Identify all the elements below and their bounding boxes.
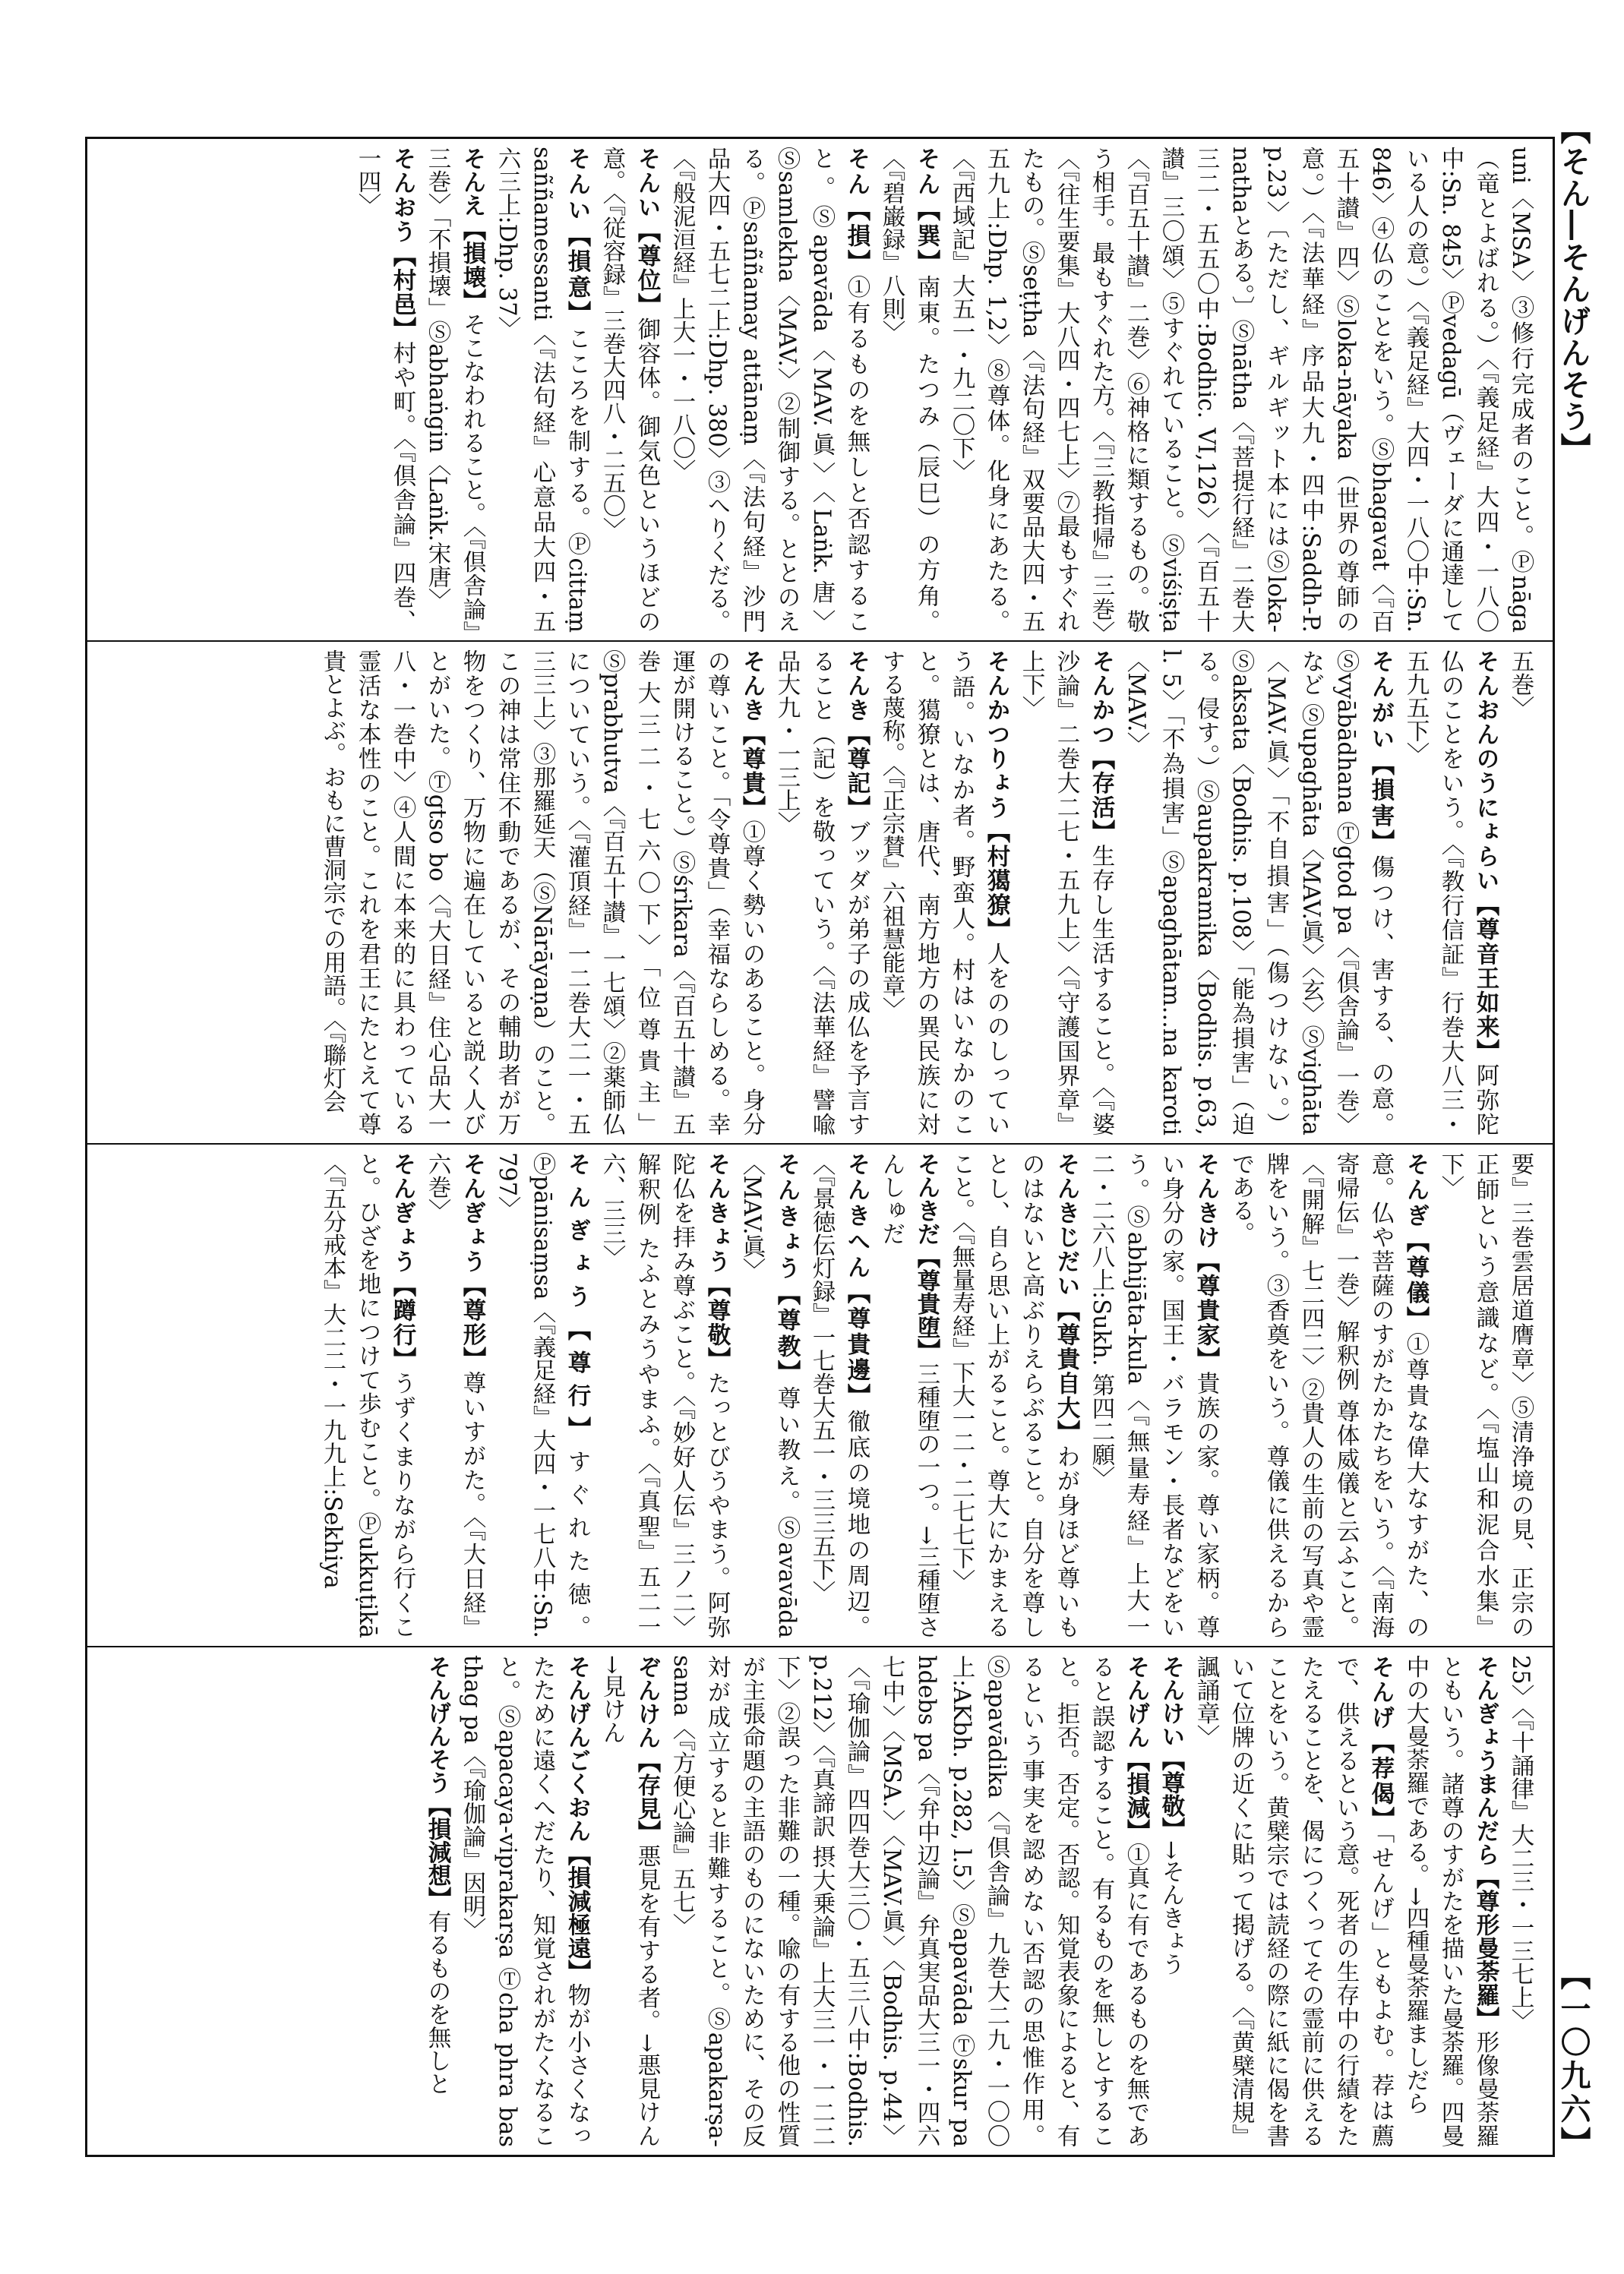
- entry-definition: ①真に有であるものを無であると誤認すること。有るものを無しとすること。拒否。否定。否認。知覚表象によると、有るという事実を認めない否認の思惟作用。Ⓢapavādika〈『倶舎論』九巻大二九・一〇〇上:AKbh. p.282, l.5〉Ⓢapavāda Ⓣskur pa hdebs pa〈『弁中辺論』弁真実品大三一・四六七中〉〈MSA.〉〈MAV.眞〉〈Bodhis. p.44〉〈『瑜伽論』四四巻大三〇・五三八中:Bodhis. p.212〉〈『真諦訳 摂大乗論』上大三一・一二二下〉②誤った非難の一種。喩の有する他の性質が主張命題の主語のものにないために、その反対が成立すると非難すること。Ⓢapakarṣa-sama〈『方便心論』五七〉: [668, 1655, 1149, 2147]
- dictionary-entry: [494, 147, 590, 633]
- dictionary-entry: [948, 1152, 1079, 1638]
- entry-definition: たっとびうやまう。阿弥陀仏を拝み尊ぶこと。〈『妙好人伝』三ノ二〉解釈例 たふとみうやまふ。〈『真聖』五二一六、三三〉: [599, 1152, 730, 1638]
- entry-headword: そんきじだい【尊貴自大】: [1053, 1152, 1079, 1445]
- dictionary-entry: [668, 147, 870, 633]
- entry-definition: 三種堕の一つ。→三種堕さんしゅだ: [878, 1152, 940, 1638]
- entry-definition: 悪見を有する者。→悪見けん→見けん: [599, 1655, 660, 2147]
- entry-headword: そんい【尊位】: [633, 147, 660, 317]
- entry-definition: →そんきょう: [1158, 1840, 1184, 1976]
- dictionary-entry: [773, 649, 870, 1135]
- dictionary-entry: [494, 1152, 590, 1638]
- entry-definition: ブッダが弟子の成仏を予言すること（記）を敬っていう。〈『法華経』譬喩品大九・一三上〉: [773, 649, 870, 1135]
- dictionary-entry: [1437, 1152, 1534, 1638]
- dictionary-entry: [1193, 1655, 1394, 2147]
- dictionary-entry: [878, 1152, 940, 1638]
- dictionary-entry: [878, 649, 1009, 1135]
- entry-headword: そんおんのうにょらい【尊音王如来】: [1472, 649, 1499, 1064]
- entry-headword: そんきけ【尊貴家】: [1193, 1152, 1219, 1372]
- entry-definition: 貴族の家。尊い家柄。尊い身分の家。国王・バラモン・長者などをいう。Ⓢabhijāta-kula〈『無量寿経』上大一二・二六八上:Sukh. 第四二願〉: [1088, 1152, 1219, 1638]
- entry-definition: わが身ほど尊いものはないと高ぶりえらぶること。自分を尊しとし、自ら思い上がること。尊大にかまえること。〈『無量寿経』下大一二・二七七下〉: [948, 1152, 1079, 1638]
- entry-headword: ぞんけん【存見】: [633, 1655, 660, 1844]
- dictionary-entry: [1018, 649, 1114, 1135]
- dictionary-entry: [599, 1152, 730, 1638]
- entry-definition: 南東。たつみ（辰巳）の方角。〈『碧巌録』八則〉: [878, 147, 940, 633]
- dictionary-entry: [948, 147, 1534, 633]
- dictionary-entry: [1158, 1655, 1184, 1976]
- entry-definition: 生存し生活すること。〈『婆沙論』二巻大二七・五九上〉〈『守護国界章』上下〉: [1018, 649, 1114, 1135]
- entry-headword: そん【巽】: [913, 147, 940, 276]
- dictionary-entry: [1123, 649, 1394, 1135]
- entry-definition: そこなわれること。〈『倶舎論』三巻〉「不損壊」Ⓢabhaṅgin〈Laṅk.宋唐〉: [424, 147, 485, 633]
- entry-headword: そんき【尊貴】: [738, 649, 765, 820]
- entry-definition: 要』三巻雲居道膺章〉⑤清浄境の見、正宗の正師という意識など。〈『塩山和泥合水集』下〉: [1437, 1152, 1534, 1638]
- entry-headword: そんげ【荐偈】: [1367, 1655, 1394, 1833]
- dictionary-entry: [1402, 1655, 1499, 2147]
- entry-definition: 徹底の境地の周辺。〈『景徳伝灯録』一七巻大五一・三三五下〉: [808, 1152, 870, 1638]
- entry-headword: そんぎょう【尊形】: [459, 1152, 485, 1371]
- page-number: 【一〇九六】: [1556, 1960, 1591, 2160]
- running-head: 【そん―そんげんそう】: [1556, 114, 1591, 465]
- entry-definition: 傷つけ、害する、の意。Ⓢvyābādhana Ⓣgtod pa〈『倶舎論』一巻〉など Ⓢupaghāta〈MAV.眞〉〈玄〉Ⓢvighāta〈MAV.眞〉「不自損害」（傷つけない。）Ⓢaksata〈Bodhis. p.108〉「能為損害」（迫る。侵す。）Ⓢaupakramika〈Bodhis. p.63, l. 5〉「不為損害」Ⓢapaghātam...na karoti〈MAV.〉: [1123, 649, 1394, 1135]
- entry-headword: そんかつりょう【村獦獠】: [983, 649, 1009, 942]
- entry-definition: 形像曼荼羅ともいう。諸尊のすがたを描いた曼荼羅。四曼中の大曼荼羅である。→四種曼荼羅ましだら: [1402, 1655, 1499, 2147]
- entry-definition: ①有るものを無しと否認すること。Ⓢapavāda〈MAV.眞〉〈Laṅk.唐〉Ⓢsamlekha〈MAV.〉②制御する。ととのえる。Ⓟsaññamay attānaṃ〈『法句経』沙門品大四・五七二上:Dhp. 380〉③へりくだる。〈『般泥洹経』上大一・一八〇〉: [668, 147, 870, 633]
- dictionary-entry: [319, 649, 765, 1135]
- entry-headword: そんえ【損壊】: [459, 147, 485, 313]
- dictionary-entry: [599, 1655, 660, 2147]
- entry-definition: 人をののしっていう語。いなか者。野蛮人。村はいなかのこと。獦獠とは、唐代、南方地方の異民族に対する蔑称。〈『正宗賛』六祖慧能章〉: [878, 649, 1009, 1135]
- entry-headword: そんきへん【尊貴邊】: [843, 1152, 870, 1410]
- entry-headword: そんけい【尊敬】: [1158, 1655, 1184, 1840]
- dictionary-entry: [738, 1152, 800, 1638]
- tier-column: [103, 1655, 1537, 2147]
- entry-headword: そんげんごくおん【損減極遠】: [564, 1655, 590, 1984]
- dictionary-entry: [319, 1152, 415, 1638]
- dictionary-entry: [1507, 1655, 1534, 2032]
- entry-definition: すぐれた徳。Ⓟpānisaṃsa〈『義足経』大四・一七八中:Sn. 797〉: [494, 1152, 590, 1638]
- dictionary-entry: [1088, 1152, 1219, 1638]
- entry-headword: そんぎょう【蹲行】: [389, 1152, 415, 1372]
- entry-definition: こころを制する。Ⓟcittaṃ saññamessanti〈『法句経』心意品大四・五六三上:Dhp. 37〉: [494, 147, 590, 633]
- entry-headword: そんぎょう【尊行】: [564, 1152, 590, 1450]
- tier-column: [103, 649, 1537, 1135]
- dictionary-entry: [424, 1655, 450, 2096]
- entry-definition: 御容体。御気色というほどの意。〈『従容録』三巻大四八・二五〇〉: [599, 147, 660, 633]
- entry-headword: そんき【尊記】: [843, 649, 870, 820]
- entry-headword: そんおう【村邑】: [389, 147, 415, 341]
- dictionary-entry: [424, 147, 485, 633]
- entry-headword: そんきだ【尊貴堕】: [913, 1152, 940, 1363]
- dictionary-entry: [808, 1152, 870, 1638]
- entry-definition: 有るものを無しと: [424, 1909, 450, 2096]
- dictionary-entry: [1507, 649, 1534, 719]
- entry-definition: uni〈MSA〉③修行完成者のこと。Ⓟnāga（竜とよばれる。）〈『義足経』大四・一八〇中:Sn. 845〉Ⓟvedagū（ヴェーダに通達している人の意。）〈『義足経』大四・一八〇中:Sn. 846〉④仏のことをいう。Ⓢbhagavat〈『百五十讃』四〉Ⓢloka-nāyaka（世界の尊師の意。）〈『法華経』序品大九・四中:Saddh-P. p.23〉〔ただし、ギルギット本にはⓈloka-nathaとある。〕Ⓢnātha〈『菩提行経』二巻大三二・五五〇中:Bodhic. VI,126〉〈『百五十讃』三〇頌〉⑤すぐれていること。Ⓢviśiṣṭa〈『百五十讃』二巻〉⑥神格に類するもの。敬う相手。最もすぐれた方。〈『三教指帰』三巻〉〈『往生要集』大八四・四七上〉⑦最もすぐれたもの。Ⓢseṭṭha〈『法句経』双要品大四・五五九上:Dhp. 1,2〉⑧尊体。化身にあたる。〈『西域記』大五一・九二〇下〉: [948, 147, 1534, 633]
- entry-definition: 阿弥陀仏のことをいう。〈『教行信証』行巻大八三・五九五下〉: [1402, 649, 1499, 1135]
- dictionary-entry: [459, 1655, 590, 2147]
- tier-4: [87, 1647, 1553, 2155]
- entry-definition: 尊い教え。Ⓢavavāda〈MAV.眞〉: [738, 1152, 800, 1638]
- dictionary-entry: [1227, 1152, 1429, 1638]
- entry-headword: そんきょう【尊敬】: [703, 1152, 730, 1372]
- entry-definition: 「せんげ」ともよむ。荐は薦で、供えるという意。死者の生存中の行績をたたえることを、偈につくってその霊前に供えることをいう。黄檗宗では読経の際に紙に偈を書いて位牌の近くに貼って掲げる。〈『黄檗清規』諷誦章〉: [1193, 1655, 1394, 2147]
- tier-column: [103, 147, 1537, 633]
- entry-definition: 五巻〉: [1507, 649, 1534, 719]
- dictionary-entry: [668, 1655, 1149, 2147]
- entry-headword: そんきょう【尊教】: [773, 1152, 800, 1386]
- dictionary-entry: [354, 147, 415, 633]
- entry-headword: そんい【損意】: [564, 147, 590, 327]
- entry-definition: 物が小さくなったために遠くへだたり、知覚されがたくなること。Ⓢapacaya-viprakarṣa Ⓣcha phra bas thag pa〈『瑜伽論』因明〉: [459, 1655, 590, 2147]
- entry-headword: そんがい【損害】: [1367, 649, 1394, 855]
- entry-definition: ①尊貴な偉大なすがた、の意。仏や菩薩のすがたかたちをいう。〈『南海寄帰伝』一巻〉解釈例 尊体威儀と云ふこと。〈『開解』七二四二〉②貴人の生前の写真や霊牌をいう。③香奠をいう。尊儀に供えるからである。: [1227, 1152, 1429, 1638]
- dictionary-entry: [1402, 649, 1499, 1135]
- entry-headword: そんぎ【尊儀】: [1402, 1152, 1429, 1333]
- dictionary-frame: [85, 137, 1555, 2157]
- entry-definition: 村や町。〈『倶舎論』四巻、一四〉: [354, 147, 415, 633]
- entry-headword: そん【損】: [843, 147, 870, 276]
- entry-headword: そんかつ【存活】: [1088, 649, 1114, 844]
- tier-2: [87, 642, 1553, 1145]
- tier-3: [87, 1145, 1553, 1647]
- entry-definition: うずくまりながら行くこと。ひざを地につけて歩むこと。Ⓟukkuṭikā〈『五分戒本』大二二・一九九上:Sekhiya: [319, 1152, 415, 1638]
- entry-definition: ①尊く勢いのあること。身分の尊いこと。「令尊貴」（幸福ならしめる。幸運が開けること。）Ⓢśrikara〈『百五十讃』五巻大三二・七六〇下〉「位尊貴主」Ⓢprabhutva〈『百五十讃』一七頌〉②薬師仏についていう。〈『灌頂経』一二巻大二一・五三三上〉③那羅延天（ⓈNārāyaṇa）のこと。この神は常住不動であるが、その輔助者が万物をつくり、万物に遍在していると説く人びとがいた。Ⓣgtso bo〈『大日経』住心品大一八・一巻中〉④人間に本来的に具わっている霊活な本性のこと。これを君王にたとえて尊貴とよぶ。おもに曹洞宗での用語。〈『聯灯会: [319, 649, 765, 1135]
- entry-definition: 25〉〈『十誦律』大二三・一三七上〉: [1507, 1655, 1534, 2032]
- entry-headword: そんぎょうまんだら【尊形曼荼羅】: [1472, 1655, 1499, 2030]
- entry-headword: そんげん【損減】: [1123, 1655, 1149, 1843]
- entry-definition: 尊いすがた。〈『大日経』六巻〉: [424, 1152, 485, 1638]
- dictionary-entry: [424, 1152, 485, 1638]
- entry-headword: そんげんそう【損減想】: [424, 1655, 450, 1910]
- dictionary-entry: [599, 147, 660, 633]
- tier-1: [87, 139, 1553, 642]
- tier-column: [103, 1152, 1537, 1638]
- dictionary-entry: [878, 147, 940, 633]
